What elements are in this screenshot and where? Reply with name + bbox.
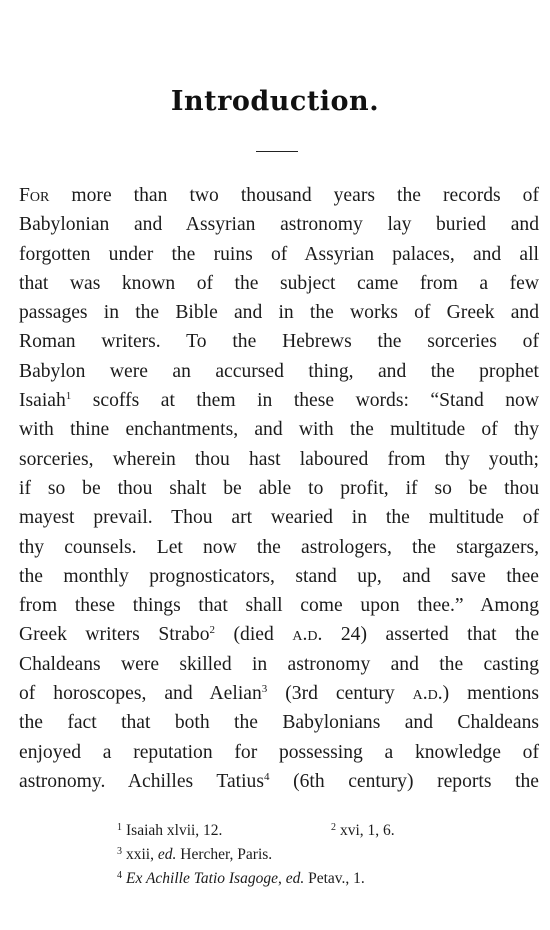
note-ref-3: 3 [261, 683, 268, 696]
footnote-2: $^2$ xvi, 1, 6. [331, 822, 395, 839]
body-line-21: astronomy. Achilles Tatius$^4$ (6th century) reports the [19, 770, 540, 792]
body-line-10: sorceries, wherein thou hast laboured from thy youth; [19, 448, 539, 470]
note-ref-4: 4 [263, 770, 270, 783]
page-title: Introduction. [170, 86, 380, 117]
body-line-16: Greek writers Strabo$^2$ (died a.d. 24) asserted that the [19, 624, 540, 646]
body-line-13: thy counsels. Let now the astrologers, the stargazers, [19, 536, 539, 558]
footnote-3: $^3$ xxii, ed. Hercher, Paris. [117, 846, 273, 863]
note-ref-1: 1 [65, 390, 72, 403]
body-line-19: the fact that both the Babylonians and Chaldeans [19, 712, 539, 734]
body-line-15: from these things that shall come upon thee.” Among [19, 595, 539, 617]
body-line-18: of horoscopes, and Aelian$^3$ (3rd century a.d.) mentions [19, 683, 540, 705]
body-line-4: that was known of the subject came from a few [19, 272, 539, 294]
footnote-1: $^1$ Isaiah xlvii, 12. [117, 822, 223, 839]
body-text [19, 181, 539, 796]
body-line-14: the monthly prognosticators, stand up, and save thee [19, 565, 539, 587]
body-line-7: Babylon were an accursed thing, and the prophet [19, 360, 539, 382]
body-line-20: enjoyed a reputation for possessing a knowledge of [19, 741, 539, 763]
body-line-8: Isaiah$^1$ scoffs at them in these words: “Stand now [19, 390, 539, 412]
note-ref-2: 2 [209, 624, 215, 637]
body-line-11: if so be thou shalt be able to profit, if so be thou [19, 477, 539, 499]
body-line-12: mayest prevail. Thou art wearied in the multitude of [19, 507, 539, 529]
body-line-17: Chaldeans were skilled in astronomy and the casting [19, 653, 539, 675]
body-line-6: Roman writers. To the Hebrews the sorceries of [19, 331, 539, 353]
body-line-5: passages in the Bible and in the works of Greek and [19, 302, 539, 324]
body-line-2: Babylonian and Assyrian astronomy lay buried and [19, 214, 539, 236]
body-line-1: For more than two thousand years the records of [19, 185, 539, 206]
footnote-4: $^4$ Ex Achille Tatio Isagoge, ed. Petav., 1. [117, 870, 365, 887]
body-line-3: forgotten under the ruins of Assyrian palaces, and all [19, 243, 539, 265]
title-rule [256, 151, 298, 152]
body-line-9: with thine enchantments, and with the multitude of thy [19, 419, 539, 441]
